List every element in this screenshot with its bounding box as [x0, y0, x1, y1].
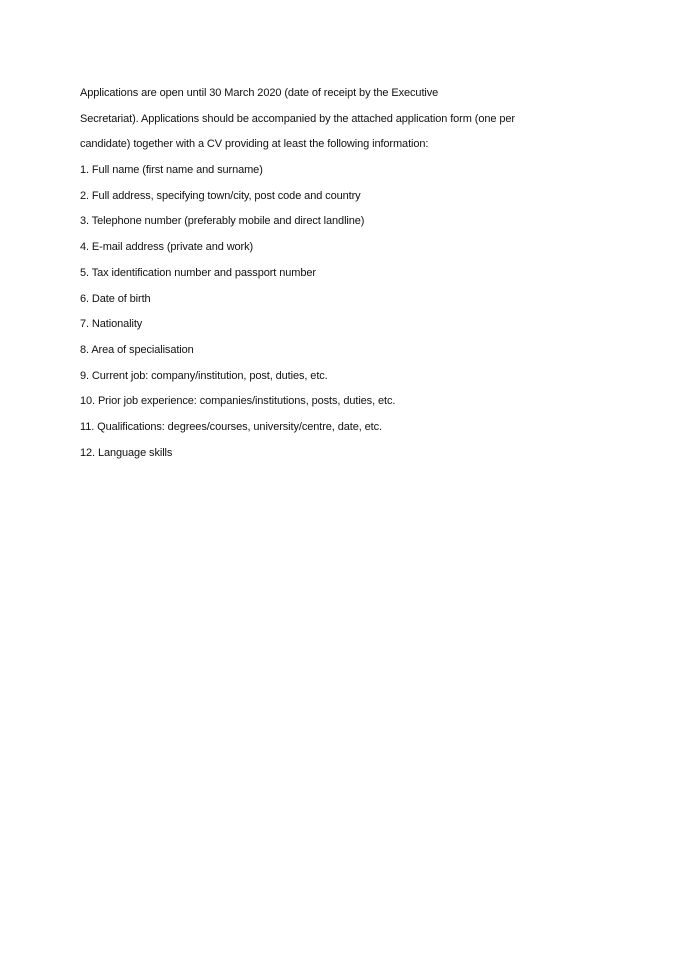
- intro-line: Applications are open until 30 March 2020 (date of receipt by the Executive: [80, 87, 439, 99]
- list-item: 12. Language skills: [80, 446, 173, 459]
- intro-line: Secretariat). Applications should be accompanied by the attached application form (one per: [80, 112, 515, 125]
- document-body: [80, 81, 580, 466]
- list-item: 1. Full name (first name and surname): [80, 164, 263, 177]
- list-item: 7. Nationality: [80, 318, 143, 331]
- list-item: 2. Full address, specifying town/city, post code and country: [80, 189, 361, 202]
- list-item: 5. Tax identification number and passport number: [80, 266, 316, 279]
- list-item: 10. Prior job experience: companies/institutions, posts, duties, etc.: [80, 395, 396, 408]
- list-item: 6. Date of birth: [80, 292, 151, 305]
- list-item: 4. E-mail address (private and work): [80, 241, 254, 254]
- list-item: 11. Qualifications: degrees/courses, university/centre, date, etc.: [80, 420, 382, 433]
- list-item: 8. Area of specialisation: [80, 343, 194, 356]
- intro-line: candidate) together with a CV providing at least the following information:: [80, 138, 429, 151]
- list-item: 3. Telephone number (preferably mobile and direct landline): [80, 215, 365, 228]
- list-item: 9. Current job: company/institution, post, duties, etc.: [80, 369, 328, 382]
